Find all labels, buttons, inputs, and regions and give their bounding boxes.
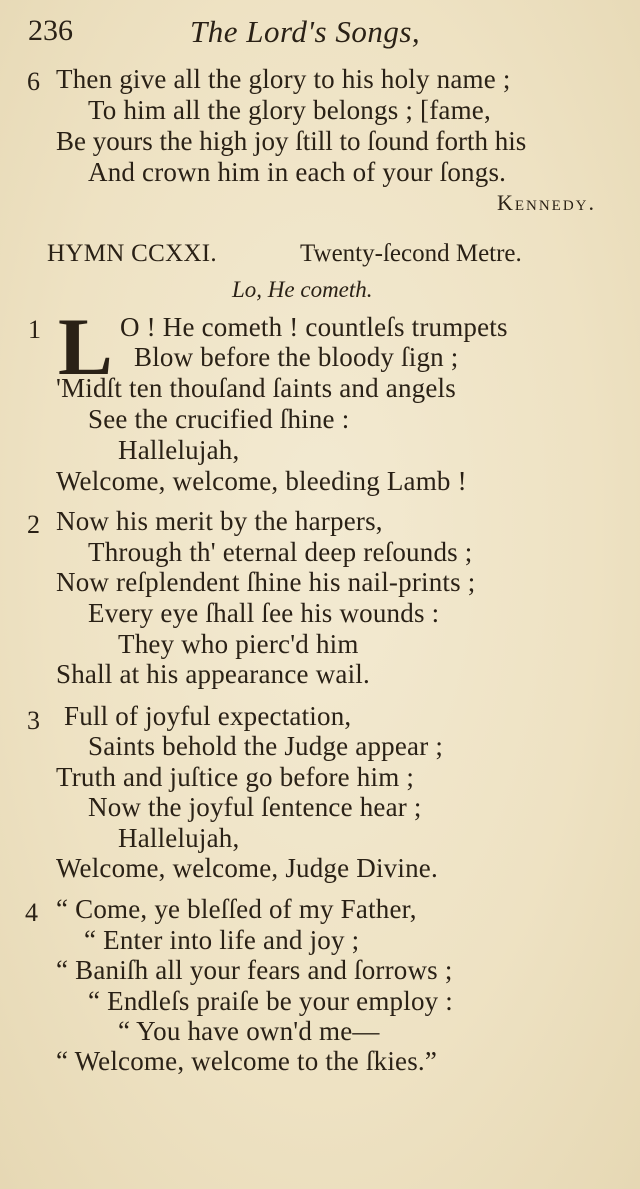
verse-line: Shall at his appearance wail. (56, 659, 370, 689)
verse-line: “ You have own'd me— (118, 1016, 380, 1046)
verse-line: Now his merit by the harpers, (56, 506, 383, 536)
verse-line: Blow before the bloody ſign ; (134, 342, 459, 372)
verse-line: See the crucified ſhine : (88, 404, 350, 434)
verse-line: “ Enter into life and joy ; (84, 925, 360, 955)
verse-number: 3 (27, 706, 40, 735)
verse-line: And crown him in each of your ſongs. (88, 157, 507, 187)
verse-line: “ Come, ye bleſſed of my Father, (56, 894, 417, 924)
verse-line: Through th' eternal deep reſounds ; (88, 537, 473, 567)
verse-line: Full of joyful expectation, (64, 701, 352, 731)
verse-line: They who pierc'd him (118, 629, 359, 659)
hymn-title: HYMN CCXXI. (47, 240, 217, 267)
verse-line: Welcome, welcome, bleeding Lamb ! (56, 466, 467, 496)
hymn-metre: Twenty-ſecond Metre. (300, 240, 522, 267)
verse-line: Now the joyful ſentence hear ; (88, 792, 422, 822)
verse-line: Now reſplendent ſhine his nail-prints ; (56, 567, 476, 597)
verse-line: “ Endleſs praiſe be your employ : (88, 986, 453, 1016)
running-title: The Lord's Songs, (190, 14, 421, 49)
verse-number: 2 (27, 510, 40, 539)
hymn-subtitle: Lo, He cometh. (232, 277, 373, 302)
page-number: 236 (28, 14, 73, 47)
verse-line: Saints behold the Judge appear ; (88, 731, 444, 761)
verse-line: Welcome, welcome, Judge Divine. (56, 853, 438, 883)
verse-line: O ! He cometh ! countleſs trumpets (120, 312, 508, 342)
verse-line: Hallelujah, (118, 823, 240, 853)
verse-number: 6 (27, 67, 40, 96)
verse-line: “ Baniſh all your fears and ſorrows ; (56, 955, 453, 985)
verse-line: Hallelujah, (118, 435, 240, 465)
verse-line: Truth and juſtice go before him ; (56, 762, 415, 792)
hymn-attribution: Kennedy. (496, 190, 596, 215)
drop-cap: L (58, 301, 113, 392)
verse-line: Be yours the high joy ſtill to ſound forth his (56, 126, 527, 156)
verse-line: “ Welcome, welcome to the ſkies.” (56, 1046, 438, 1076)
verse-line: Every eye ſhall ſee his wounds : (88, 598, 440, 628)
verse-number: 4 (25, 898, 38, 927)
verse-line: Then give all the glory to his holy name ; (56, 64, 511, 94)
verse-number: 1 (28, 315, 41, 344)
verse-line: 'Midſt ten thouſand ſaints and angels (56, 373, 456, 403)
verse-line: To him all the glory belongs ; [fame, (88, 95, 491, 125)
